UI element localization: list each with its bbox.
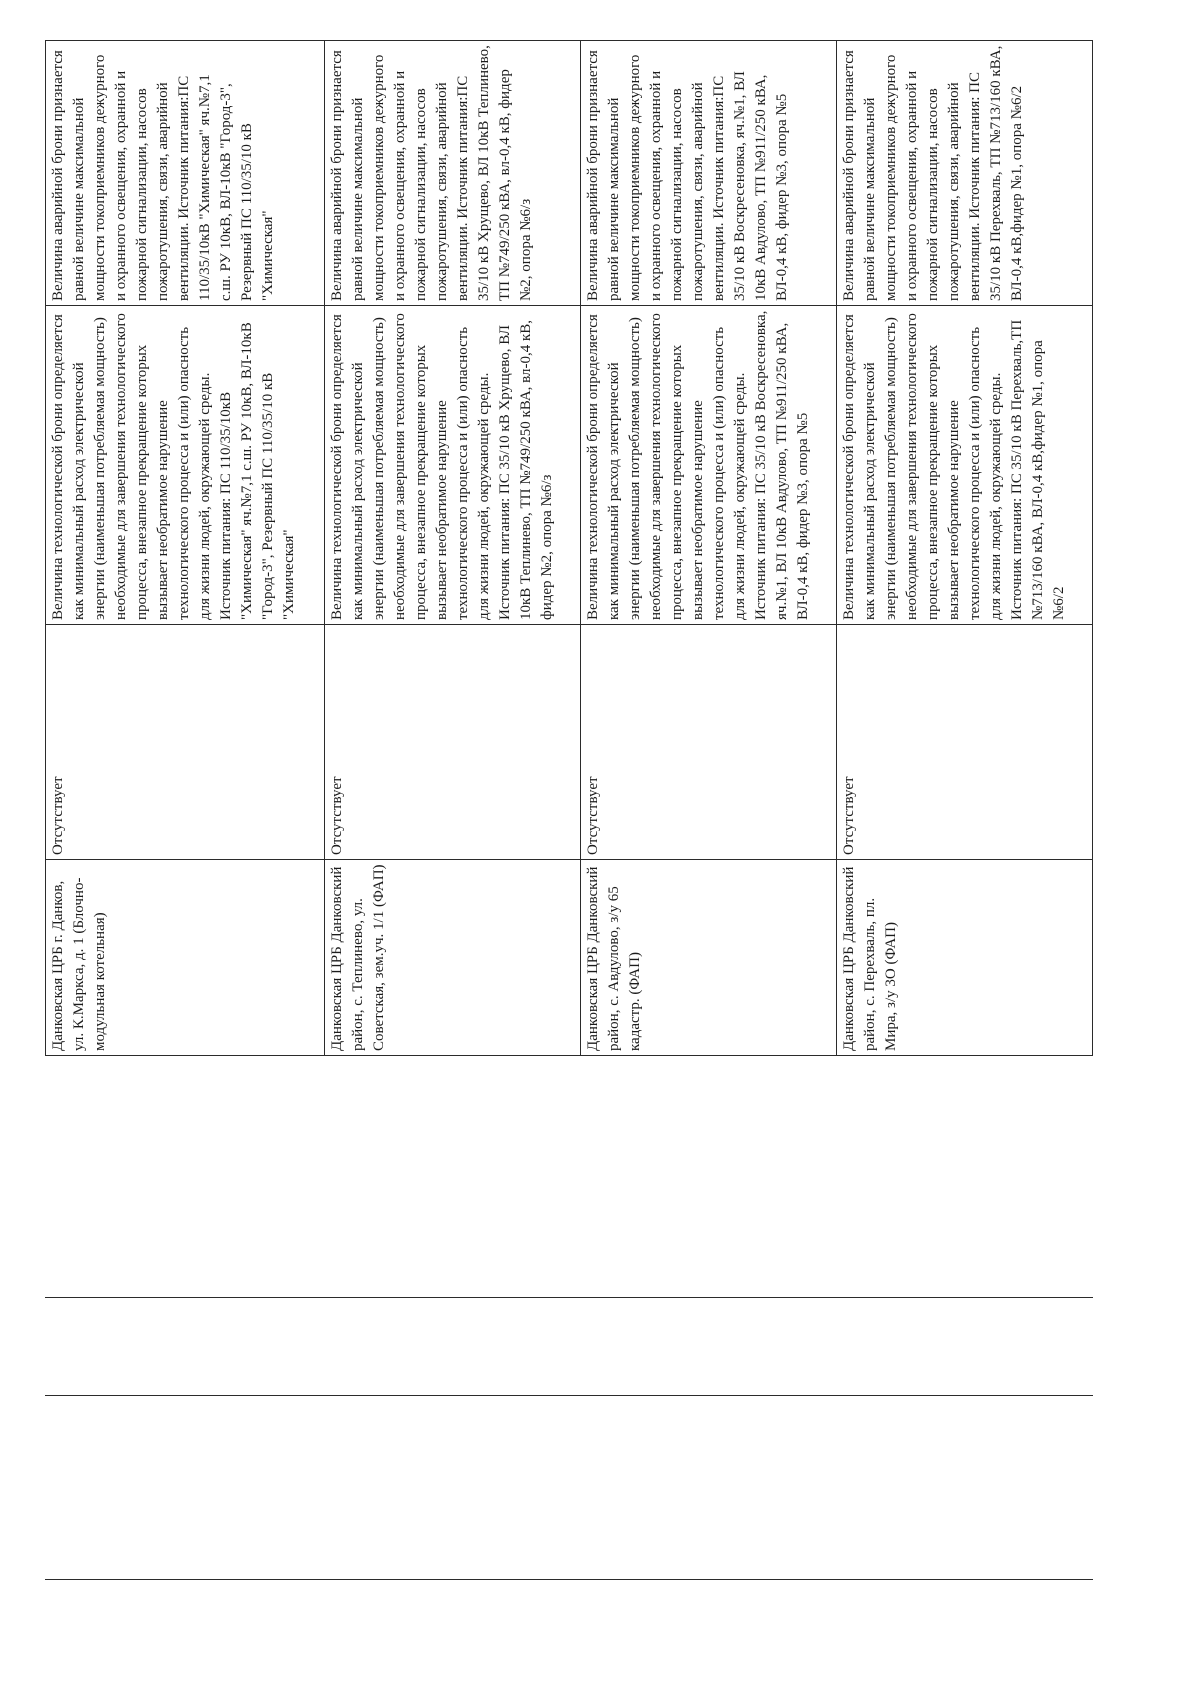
technological-reserve-cell: Величина технологической брони определяется как минимальный расход электрической энергии (наименьшая потребляемая мощность) необходимые для завершения технологического процесса, внезапное прекращение которых вызывает необратимое нарушение технологического процесса и (или) опасность для жизни людей, окружающей среды. Источник питания: ПС 35/10 кВ Хрущево, ВЛ 10кВ Теплинево, ТП №749/250 кВА, вл-0,4 кВ, фидер №2, опора №6/з [324, 306, 580, 625]
table-row [324, 41, 580, 1056]
emergency-reserve-cell: Величина аварийной брони признается равной величине максимальной мощности токоприемников дежурного и охранного освещения, охранной и пожарной сигнализации, насосов пожаротушения, связи, аварийной вентиляции. Источник питания:ПС 35/10 кВ Хрущево, ВЛ 10кВ Теплинево, ТП №749/250 кВА, вл-0,4 кВ, фидер №2, опора №6/з [324, 41, 580, 306]
consumer-cell: Данковская ЦРБ Данковский район, с. Перехваль, пл. Мира, з/у 3О (ФАП) [836, 860, 1092, 1056]
consumer-cell: Данковская ЦРБ Данковский район, с. Авдулово, з/у 65 кадастр. (ФАП) [580, 860, 836, 1056]
reason-cell: Отсутствует [836, 625, 1092, 860]
consumer-cell: Данковская ЦРБ г. Данков, ул. К.Маркса, д. 1 (Блочно-модульная котельная) [46, 860, 325, 1056]
emergency-reserve-cell: Величина аварийной брони признается равной величине максимальной мощности токоприемников дежурного и охранного освещения, охранной и пожарной сигнализации, насосов пожаротушения, связи, аварийной вентиляции. Источник питания:ПС 110/35/10кВ "Химическая" яч.№7,1 с.ш. РУ 10кВ, ВЛ-10кВ "Город-3", Резервный ПС 110/35/10 кВ "Химическая" [46, 41, 325, 306]
technological-reserve-cell: Величина технологической брони определяется как минимальный расход электрической энергии (наименьшая потребляемая мощность) необходимые для завершения технологического процесса, внезапное прекращение которых вызывает необратимое нарушение технологического процесса и (или) опасность для жизни людей, окружающей среды. Источник питания: ПС 110/35/10кВ "Химическая" яч.№7,1 с.ш. РУ 10кВ, ВЛ-10кВ "Город-3", Резервный ПС 110/35/10 кВ "Химическая" [46, 306, 325, 625]
technological-reserve-cell: Величина технологической брони определяется как минимальный расход электрической энергии (наименьшая потребляемая мощность) необходимые для завершения технологического процесса, внезапное прекращение которых вызывает необратимое нарушение технологического процесса и (или) опасность для жизни людей, окружающей среды. Источник питания: ПС 35/10 кВ Перехваль,ТП №713/160 кВА, ВЛ-0,4 кВ,фидер №1, опора №6/2 [836, 306, 1092, 625]
table-row [580, 41, 836, 1056]
left-rule-line [45, 1579, 1093, 1580]
consumer-cell: Данковская ЦРБ Данковский район, с. Теплинево, ул. Советская, зем.уч. 1/1 (ФАП) [324, 860, 580, 1056]
emergency-reserve-cell: Величина аварийной брони признается равной величине максимальной мощности токоприемников дежурного и охранного освещения, охранной и пожарной сигнализации, насосов пожаротушения, связи, аварийной вентиляции. Источник питания: ПС 35/10 кВ Перехваль, ТП №713/160 кВА, ВЛ-0,4 кВ,фидер №1, опора №6/2 [836, 41, 1092, 306]
left-rule-line [45, 1395, 1093, 1396]
table-row [836, 41, 1092, 1056]
rotated-table-frame [45, 40, 1093, 1598]
electricity-reserve-table [45, 40, 1093, 1056]
reason-cell: Отсутствует [324, 625, 580, 860]
emergency-reserve-cell: Величина аварийной брони признается равной величине максимальной мощности токоприемников дежурного и охранного освещения, охранной и пожарной сигнализации, насосов пожаротушения, связи, аварийной вентиляции. Источник питания:ПС 35/10 кВ Воскресеновка, яч.№1, ВЛ 10кВ Авдулово, ТП №911/250 кВА, ВЛ-0,4 кВ, фидер №3, опора №5 [580, 41, 836, 306]
table-row [46, 41, 325, 1056]
left-rule-line [45, 1297, 1093, 1298]
reason-cell: Отсутствует [580, 625, 836, 860]
reason-cell: Отсутствует [46, 625, 325, 860]
technological-reserve-cell: Величина технологической брони определяется как минимальный расход электрической энергии (наименьшая потребляемая мощность) необходимые для завершения технологического процесса, внезапное прекращение которых вызывает необратимое нарушение технологического процесса и (или) опасность для жизни людей, окружающей среды. Источник питания: ПС 35/10 кВ Воскресеновка, яч.№1, ВЛ 10кВ Авдулово, ТП №911/250 кВА, ВЛ-0,4 кВ, фидер №3, опора №5 [580, 306, 836, 625]
